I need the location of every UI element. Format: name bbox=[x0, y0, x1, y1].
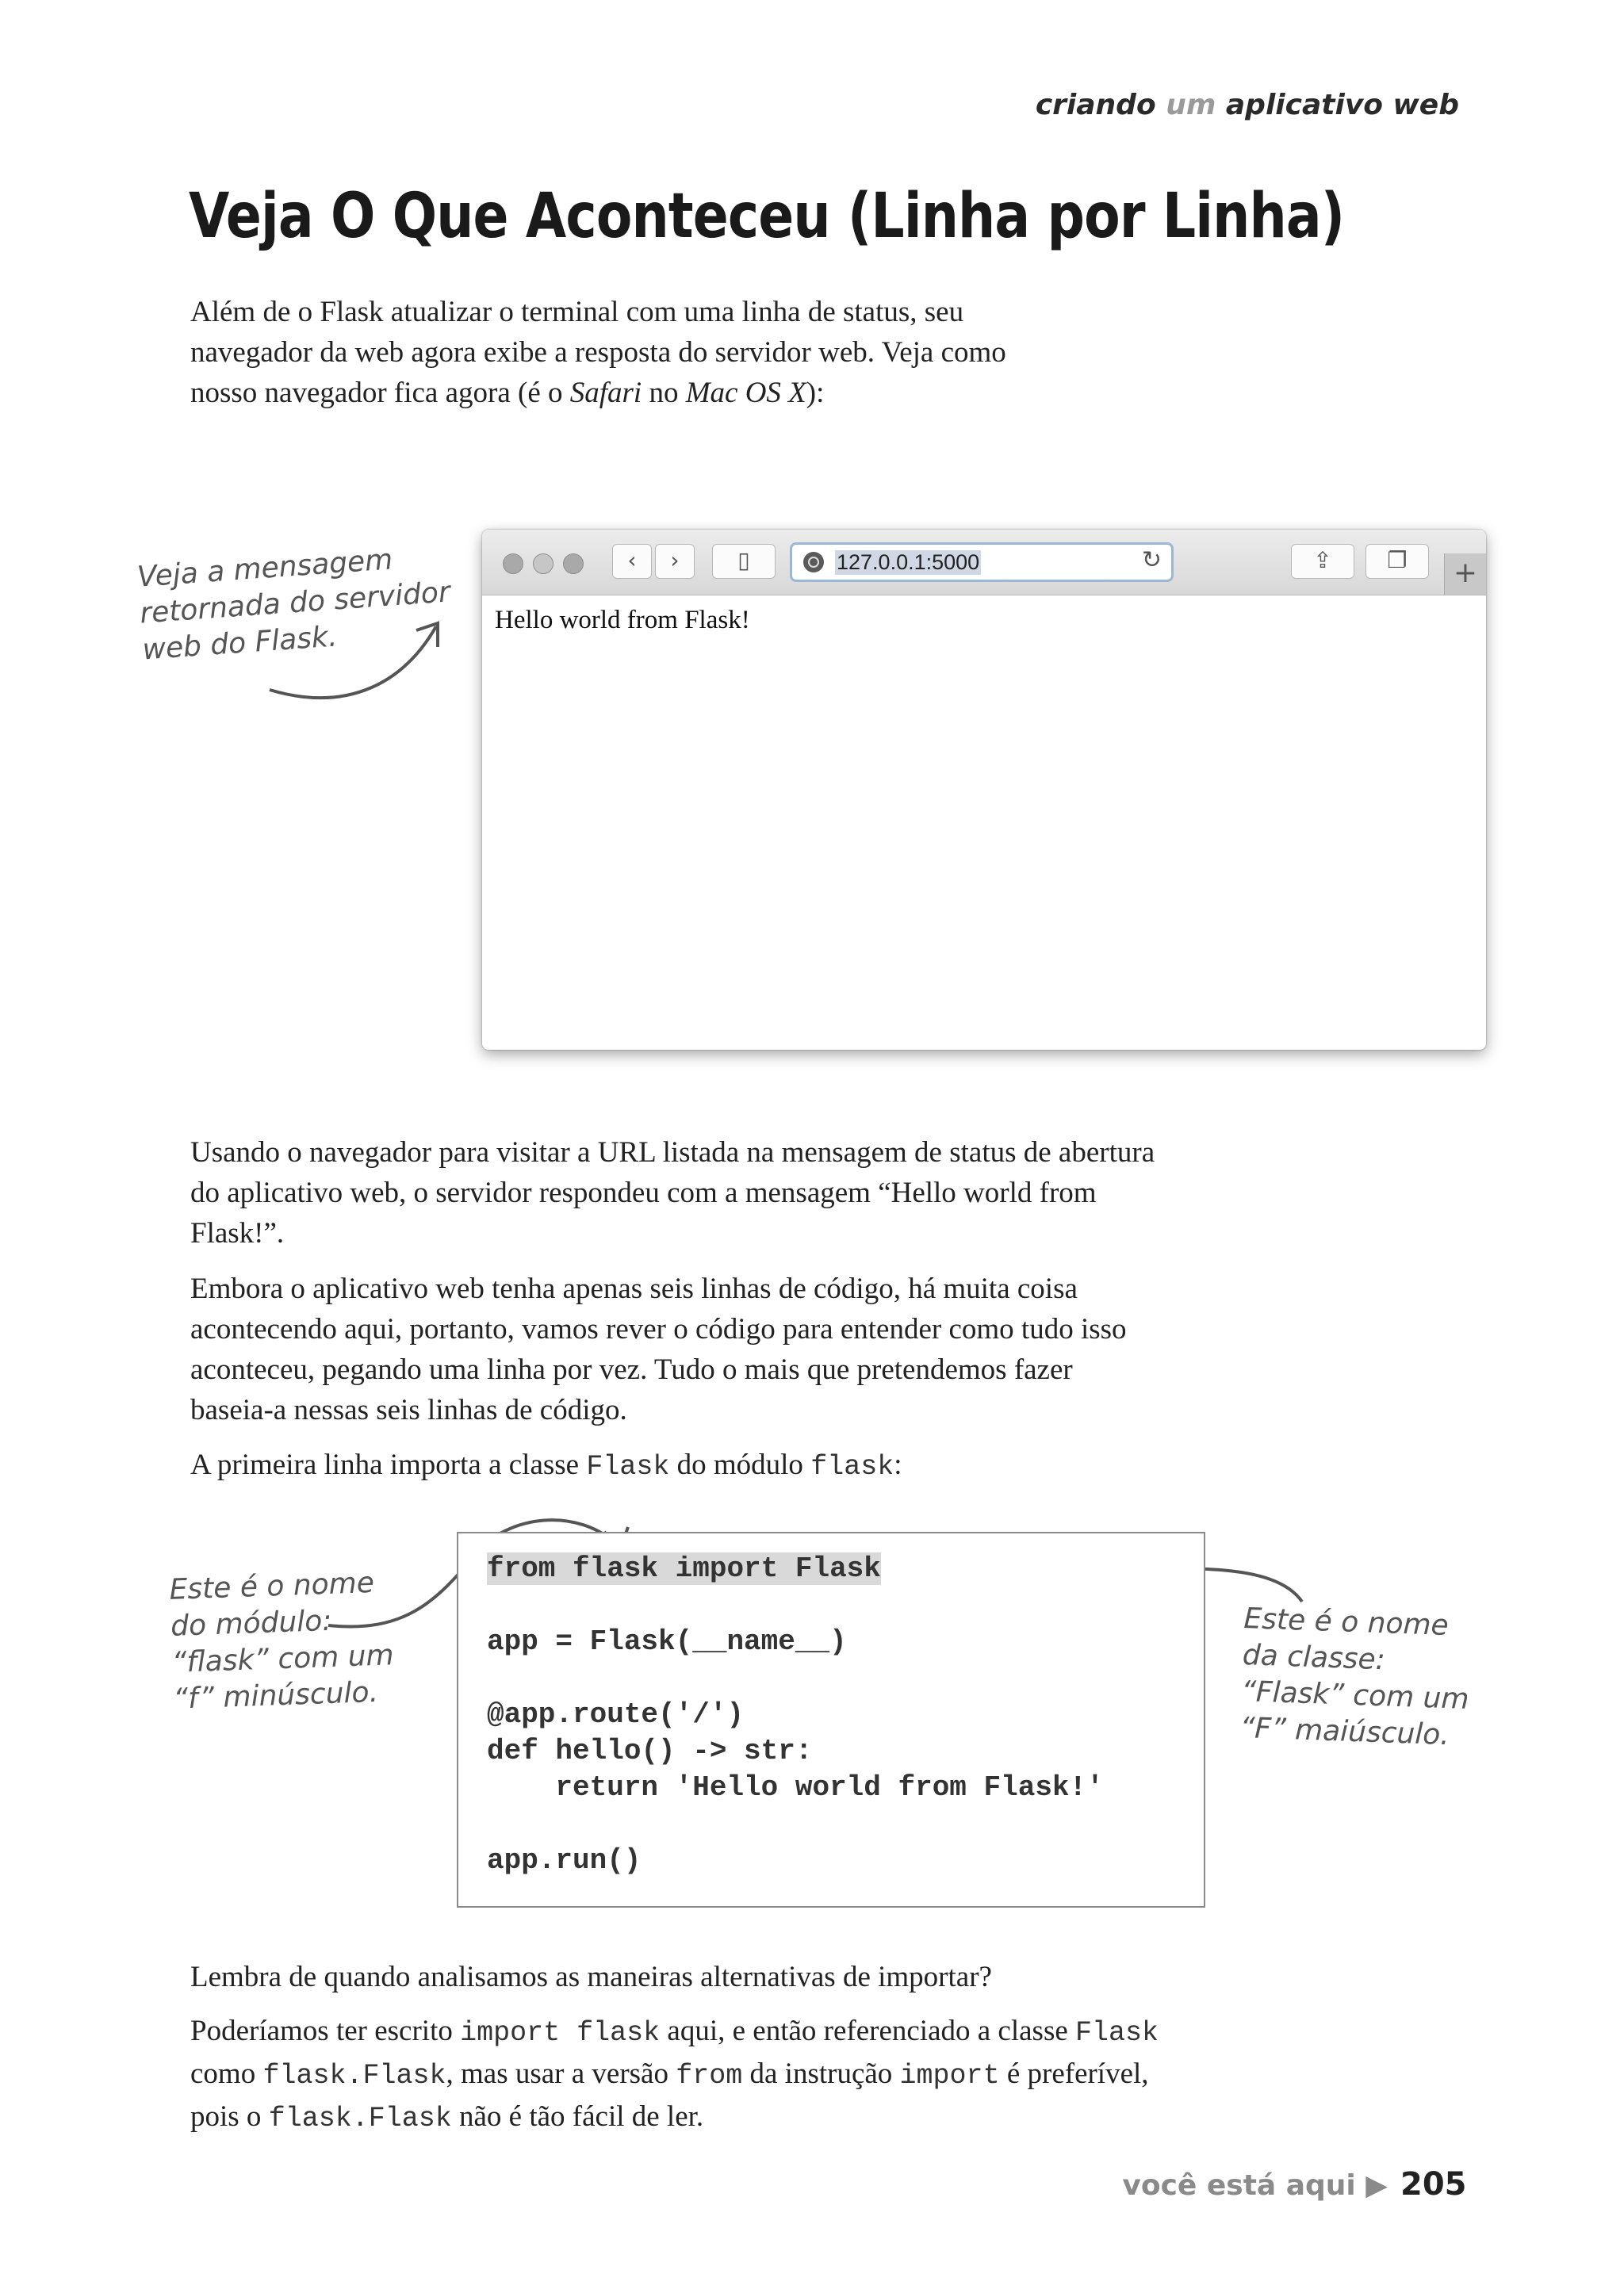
close-light-icon[interactable] bbox=[503, 553, 523, 574]
code-line-return: return 'Hello world from Flask!' bbox=[487, 1771, 1104, 1804]
share-button[interactable] bbox=[1291, 544, 1354, 579]
zoom-light-icon[interactable] bbox=[563, 553, 584, 574]
tabs-icon: ❐ bbox=[1387, 547, 1408, 573]
sidebar-icon: ▯ bbox=[737, 547, 750, 573]
intro-line-3: nosso navegador fica agora (é o Safari no Mac OS X): bbox=[190, 377, 825, 409]
globe-icon bbox=[803, 552, 824, 572]
paragraph-1: Usando o navegador para visitar a URL listada na mensagem de status de abertura do aplicativo web, o servidor respondeu com a mensagem “Hello world from Flask!”. bbox=[190, 1136, 1155, 1250]
code-line-import: from flask import Flask bbox=[487, 1552, 881, 1585]
page-number: 205 bbox=[1400, 2166, 1467, 2203]
class-annotation: Este é o nome da classe: “Flask” com um “F” maiúsculo. bbox=[1239, 1602, 1470, 1752]
new-tab-button[interactable]: + bbox=[1444, 553, 1486, 595]
annotation-arrow-icon bbox=[254, 611, 460, 722]
intro-line-1: Além de o Flask atualizar o terminal com uma linha de status, seu bbox=[190, 296, 964, 328]
sidebar-button[interactable] bbox=[712, 544, 776, 579]
paragraph-5: Poderíamos ter escrito import flask aqui, e então referenciado a classe Flask como flask.Flask, mas usar a versão from da instrução import é preferível, pois o flask.Flask não é tão fácil de ler. bbox=[190, 2015, 1159, 2134]
browser-annotation: Veja a mensagem retornada do servidor web do Flask. bbox=[136, 543, 452, 667]
running-head: criando um aplicativo web bbox=[1035, 89, 1459, 121]
url-text[interactable]: 127.0.0.1:5000 bbox=[837, 550, 980, 574]
paragraph-3: A primeira linha importa a classe Flask do módulo flask: bbox=[190, 1449, 902, 1483]
code-line-app: app = Flask(__name__) bbox=[487, 1625, 847, 1658]
back-button[interactable] bbox=[612, 544, 652, 579]
module-annotation: Este é o nome do módulo: “flask” com um “f” minúsculo. bbox=[168, 1566, 395, 1716]
forward-button[interactable] bbox=[655, 544, 695, 579]
paragraph-2: Embora o aplicativo web tenha apenas seis linhas de código, há muita coisa acontecendo aqui, portanto, vamos rever o código para entender como tudo isso aconteceu, pegando uma linha por vez. Tudo o mais que pretendemos fazer baseia-a nessas seis linhas de código. bbox=[190, 1273, 1127, 1426]
chevron-right-icon: › bbox=[670, 547, 680, 573]
code-line-def: def hello() -> str: bbox=[487, 1735, 813, 1767]
browser-toolbar bbox=[482, 530, 1486, 595]
code-line-run: app.run() bbox=[487, 1844, 642, 1877]
code-text bbox=[487, 1551, 1104, 1879]
chevron-left-icon: ‹ bbox=[627, 547, 637, 573]
page-title: Veja O Que Aconteceu (Linha por Linha) bbox=[189, 181, 1345, 252]
intro-paragraph bbox=[190, 292, 1166, 413]
browser-page-text: Hello world from Flask! bbox=[495, 606, 750, 634]
minimize-light-icon[interactable] bbox=[533, 553, 553, 574]
reload-icon[interactable]: ↻ bbox=[1141, 546, 1162, 574]
code-listing bbox=[457, 1532, 1205, 1908]
tabs-button[interactable] bbox=[1365, 544, 1429, 579]
address-bar[interactable] bbox=[790, 542, 1174, 582]
paragraph-4: Lembra de quando analisamos as maneiras alternativas de importar? bbox=[190, 1961, 992, 1993]
code-line-route: @app.route('/') bbox=[487, 1698, 745, 1731]
share-icon: ⇪ bbox=[1313, 547, 1332, 573]
intro-line-2: navegador da web agora exibe a resposta do servidor web. Veja como bbox=[190, 336, 1006, 369]
browser-window bbox=[482, 530, 1486, 1050]
you-are-here-label: você está aqui ▶ bbox=[1122, 2169, 1388, 2202]
